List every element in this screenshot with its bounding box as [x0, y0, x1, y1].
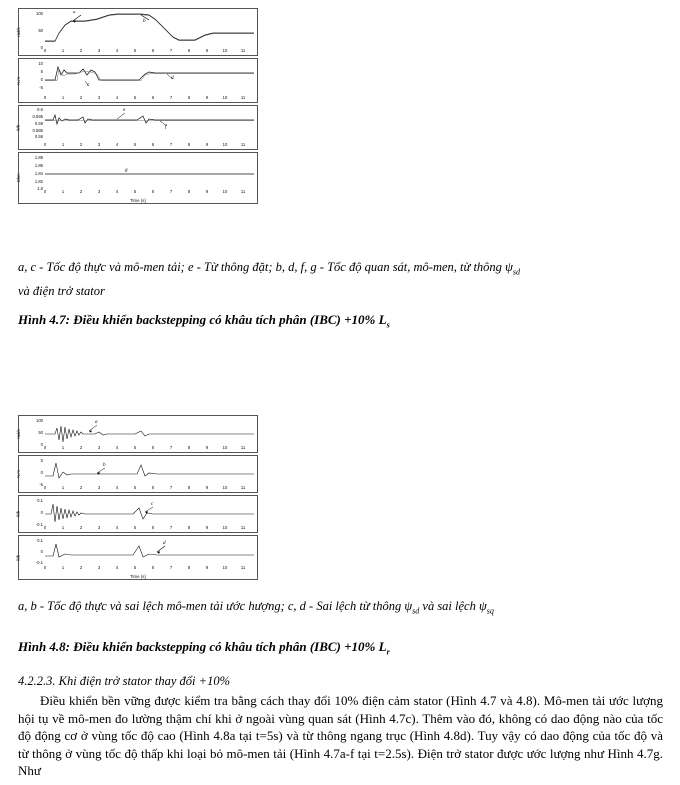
curve-label-b2: b: [103, 462, 106, 468]
y-axis-label: Wb: [15, 124, 21, 131]
plot-torque-1: 10 5 0 -5 N.m c d 0 1 2 3 4 5 6 7 8 9 10 11: [18, 58, 258, 103]
figure-4-7-description: [18, 258, 578, 300]
caption-2-text: Hình 4.8: Điều khiển backstepping có khâu tích phân (IBC) +10%: [18, 639, 379, 654]
curve-label-b: b: [143, 18, 146, 24]
curve-label-d: d: [171, 75, 174, 81]
plot-flux-1: 0.6 0.595 0.59 0.585 0.58 Wb e f 0 1 2 3 4 5 6 7 8 9 10 11: [18, 105, 258, 150]
body-paragraph: Điều khiển bền vững được kiểm tra bằng cách thay đổi 10% điện cảm stator (Hình 4.7 và 4.8). Mô-men tải ước lượng hội tụ về mô-men đo lường thậm chí khi ở ngoài vùng quan sát (Hình 4.7c). Thêm vào đó, không có dao động nào của tốc độ động cơ ở vùng tốc độ cao (Hình 4.8a tại t=5s) và từ thông ngang trục (Hình 4.8d). Tuy vậy có dao động của tốc độ và từ thông ở vùng tốc độ thấp khi loại bỏ mô-men tải (Hình 4.7a-f tại t=2.5s). Điện trở stator được ước lượng như Hình 4.7g. Như: [18, 693, 663, 778]
y-axis-label: rad/s: [16, 27, 22, 37]
plot-area: [45, 11, 254, 52]
figure-4-7-caption: [18, 311, 578, 335]
psi-symbol-3: ψ: [478, 599, 487, 613]
figure-4-8: [15, 415, 258, 580]
plot-torque-2: 5 0 -5 N.m b 0 1 2 3 4 5 6 7 8 9 10 11: [18, 455, 258, 493]
y-axis-label: N.m: [15, 76, 21, 85]
caption-1-text: Hình 4.7: Điều khiển backstepping có khâu tích phân (IBC) +10%: [18, 312, 379, 327]
plot-flux-error-d: 0.1 0 -0.1 Wb c 0 1 2 3 4 5 6 7 8 9 10 11: [18, 495, 258, 533]
plot-area: [45, 155, 254, 190]
psi-subscript-2: sd: [412, 606, 420, 616]
plot-flux-error-q: 0.1 0 -0.1 Wb d 0 1 2 3 4 5 6 7 8 9 10 11 Time (s): [18, 535, 258, 580]
curve-label-a: a: [73, 11, 76, 15]
caption-1-symbol: L: [378, 312, 387, 327]
y-axis-label: N.m: [15, 470, 21, 478]
curve-label-f: f: [165, 124, 167, 130]
y-axis-label: Ohm: [15, 173, 21, 183]
desc-2-text-b: và sai lệch: [419, 599, 479, 613]
plot-speed-2: 100 50 0 rad/s a 0 1 2 3 4 5 6 7 8 9 10 11: [18, 415, 258, 453]
curve-label-a2: a: [95, 419, 98, 425]
y-axis-label: rad/s: [16, 429, 22, 439]
plot-area: [45, 538, 254, 566]
figure-4-7: [15, 8, 258, 208]
plot-resistance-1: 1.88 1.86 1.84 1.82 1.8 Ohm g 0 1 2 3 4 5 6 7 8 9 10 11 Time (s): [18, 152, 258, 204]
curve-label-g: g: [125, 167, 128, 173]
section-heading: 4.2.2.3. Khi điện trở stator thay đổi +10%: [18, 674, 230, 688]
plot-area: [45, 61, 254, 89]
psi-symbol-2: ψ: [404, 599, 413, 613]
y-axis-label: Wb: [15, 554, 21, 561]
caption-2-symbol: L: [378, 639, 387, 654]
desc-1-text-a: a, c - Tốc độ thực và mô-men tải; e - Từ thông đặt; b, d, f, g - Tốc độ quan sát, mô-men, từ thông: [18, 260, 506, 274]
desc-2-text-a: a, b - Tốc độ thực và sai lệch mô-men tải ước hượng; c, d - Sai lệch từ thông: [18, 599, 405, 613]
caption-2-subscript: r: [386, 647, 390, 657]
figure-4-8-description: [18, 597, 578, 621]
psi-subscript-3: sq: [486, 606, 494, 616]
psi-symbol: ψ: [505, 260, 513, 274]
plot-speed-1: 100 50 0 rad/s a b 0 1 2 3 4 5 6 7 8 9 10 11: [18, 8, 258, 56]
x-axis-label: Time (s): [130, 574, 146, 579]
caption-1-subscript: s: [386, 320, 390, 330]
desc-1-text-b: và điện trở stator: [18, 283, 105, 298]
curve-label-c: c: [87, 82, 90, 88]
figure-4-8-caption: [18, 638, 578, 662]
psi-subscript: sd: [512, 267, 520, 277]
y-axis-label: Wb: [15, 510, 21, 518]
curve-label-e: e: [123, 108, 126, 113]
x-axis-label: Time (s): [130, 198, 146, 203]
curve-label-d2: d: [163, 540, 166, 546]
curve-label-c2: c: [151, 501, 154, 507]
plot-area: [45, 108, 254, 136]
